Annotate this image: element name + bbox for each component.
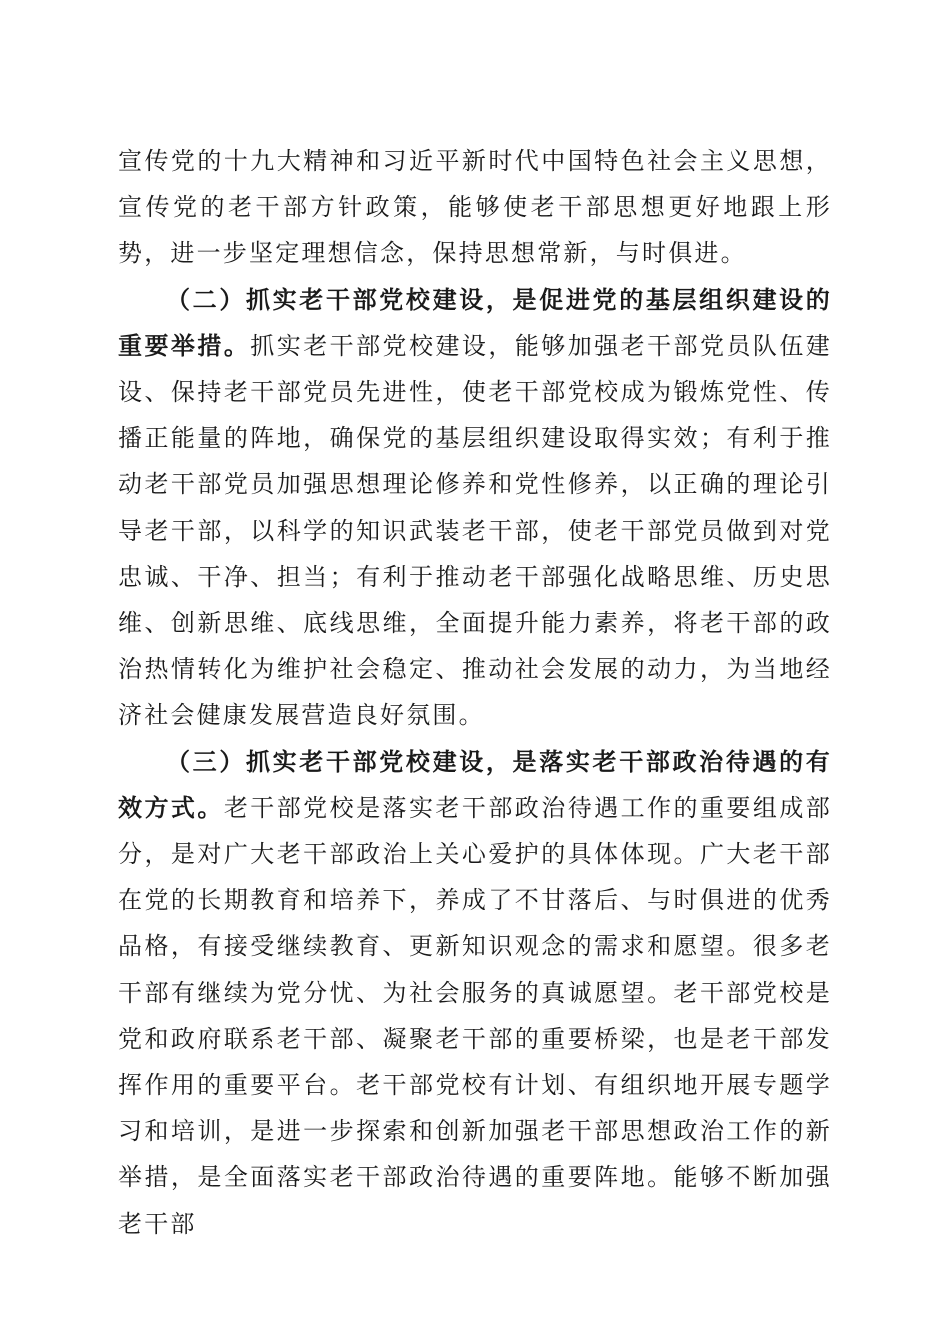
document-body xyxy=(118,138,832,1247)
paragraph-continuation xyxy=(118,138,832,277)
paragraph-text: 抓实老干部党校建设，能够加强老干部党员队伍建设、保持老干部党员先进性，使老干部党校成为锻炼党性、传播正能量的阵地，确保党的基层组织建设取得实效；有利于推动老干部党员加强思想理论修养和党性修养，以正确的理论引导老干部，以科学的知识武装老干部，使老干部党员做到对党忠诚、干净、担当；有利于推动老干部强化战略思维、历史思维、创新思维、底线思维，全面提升能力素养，将老干部的政治热情转化为维护社会稳定、推动社会发展的动力，为当地经济社会健康发展营造良好氛围。 xyxy=(118,331,833,730)
section-heading: （二）抓实老干部党校建设，是促进党的基层组织建设的重要举措。 xyxy=(118,284,832,360)
paragraph-section-3 xyxy=(118,739,832,1247)
paragraph-text: 老干部党校是落实老干部政治待遇工作的重要组成部分，是对广大老干部政治上关心爱护的具体体现。广大老干部在党的长期教育和培养下，养成了不甘落后、与时俱进的优秀品格，有接受继续教育、更新知识观念的需求和愿望。很多老干部有继续为党分忧、为社会服务的真诚愿望。老干部党校是党和政府联系老干部、凝聚老干部的重要桥梁，也是老干部发挥作用的重要平台。老干部党校有计划、有组织地开展专题学习和培训，是进一步探索和创新加强老干部思想政治工作的新举措，是全面落实老干部政治待遇的重要阵地。能够不断加强老干部 xyxy=(118,793,832,1238)
paragraph-section-2 xyxy=(118,277,832,739)
section-heading: （三）抓实老干部党校建设，是落实老干部政治待遇的有效方式。 xyxy=(118,746,832,822)
paragraph-text: 宣传党的十九大精神和习近平新时代中国特色社会主义思想，宣传党的老干部方针政策，能够使老干部思想更好地跟上形势，进一步坚定理想信念，保持思想常新，与时俱进。 xyxy=(118,147,832,268)
